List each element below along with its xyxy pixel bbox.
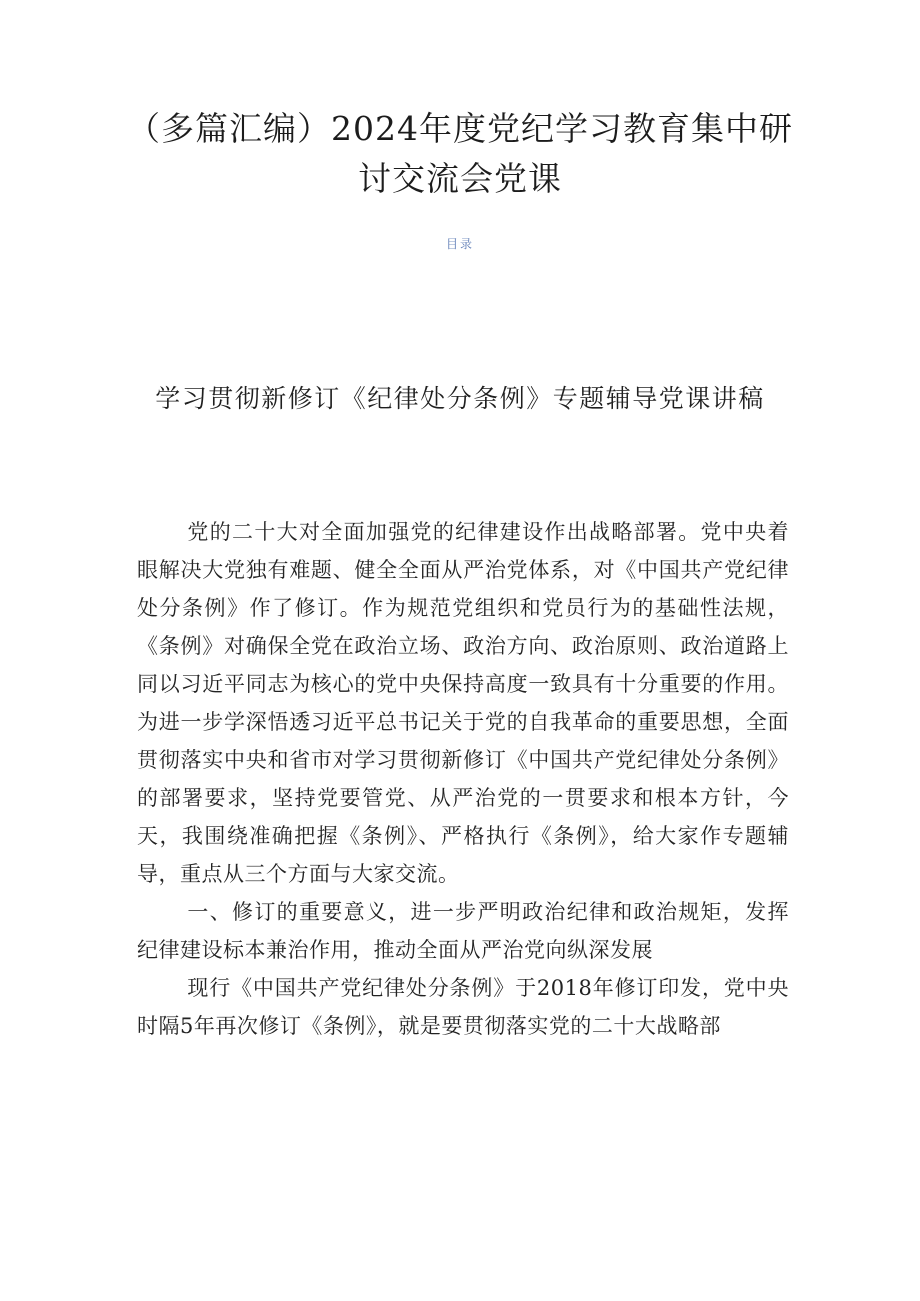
body-paragraph: 党的二十大对全面加强党的纪律建设作出战略部署。党中央着眼解决大党独有难题、健全全面从严治党体系，对《中国共产党纪律处分条例》作了修订。作为规范党组织和党员行为的基础性法规，《条例》对确保全党在政治立场、政治方向、政治原则、政治道路上同以习近平同志为核心的党中央保持高度一致具有十分重要的作用。为进一步学深悟透习近平总书记关于党的自我革命的重要思想，全面贯彻落实中央和省市对学习贯彻新修订《中国共产党纪律处分条例》的部署要求，坚持党要管党、从严治党的一贯要求和根本方针，今天，我围绕准确把握《条例》、严格执行《条例》，给大家作专题辅导，重点从三个方面与大家交流。 [137,520,789,886]
body-paragraph: 一、修订的重要意义，进一步严明政治纪律和政治规矩，发挥纪律建设标本兼治作用，推动全面从严治党向纵深发展 [137,900,789,962]
table-of-contents-label: 目录 [445,237,474,251]
body-paragraph: 现行《中国共产党纪律处分条例》于2018年修订印发，党中央时隔5年再次修订《条例》，就是要贯彻落实党的二十大战略部 [137,976,789,1038]
section-title: 学习贯彻新修订《纪律处分条例》专题辅导党课讲稿 [155,384,765,413]
document-title: （多篇汇编）2024年度党纪学习教育集中研讨交流会党课 [127,109,793,198]
section-body [137,513,789,1045]
